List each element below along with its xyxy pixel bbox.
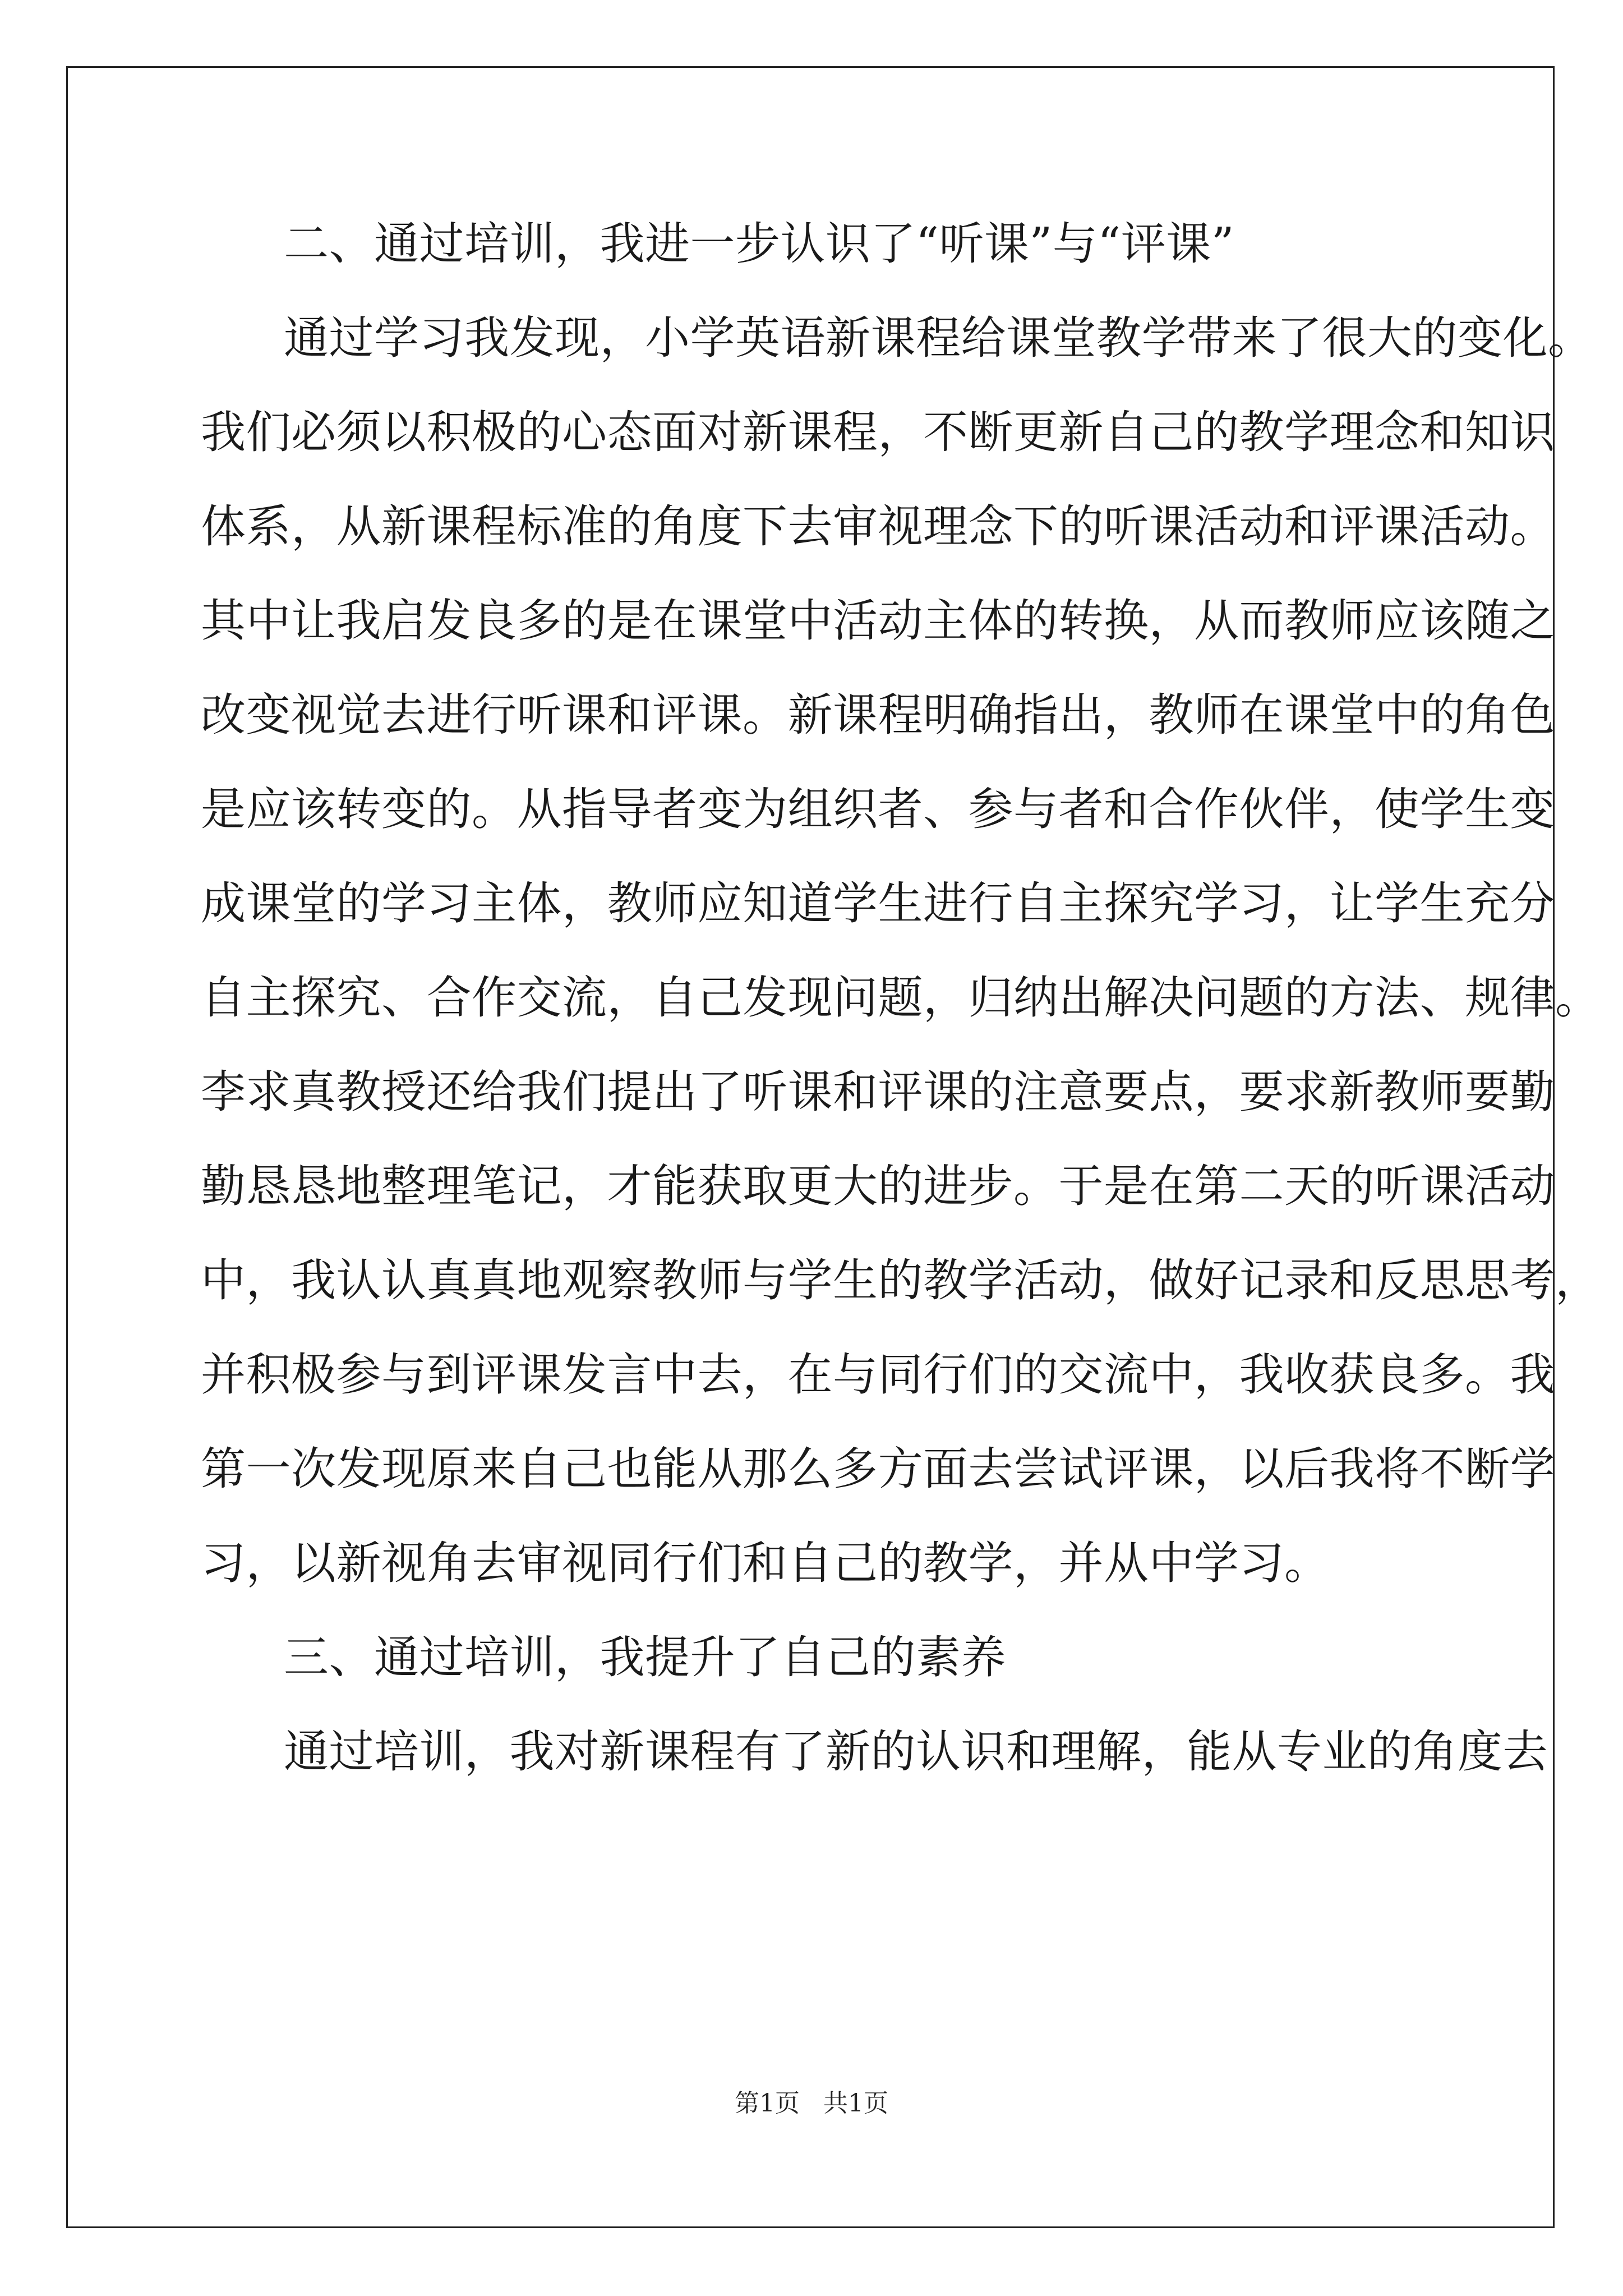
page-footer [0,2091,1623,2116]
paragraph-line: 勤恳恳地整理笔记，才能获取更大的进步。于是在第二天的听课活动 [201,1160,1555,1212]
paragraph-line: 是应该转变的。从指导者变为组织者、参与者和合作伙伴，使学生变 [201,783,1555,835]
paragraph-line: 并积极参与到评课发言中去，在与同行们的交流中，我收获良多。我 [201,1349,1555,1401]
paragraph-line: 其中让我启发良多的是在课堂中活动主体的转换，从而教师应该随之 [201,595,1555,647]
paragraph-line: 中，我认认真真地观察教师与学生的教学活动，做好记录和反思思考， [201,1254,1601,1306]
paragraph-line: 通过培训，我对新课程有了新的认识和理解，能从专业的角度去 [284,1726,1548,1778]
paragraph-line: 成课堂的学习主体，教师应知道学生进行自主探究学习，让学生充分 [201,877,1555,930]
document-body [201,218,1601,1824]
paragraph-line: 第一次发现原来自己也能从那么多方面去尝试评课，以后我将不断学 [201,1443,1555,1495]
paragraph-line: 通过学习我发现，小学英语新课程给课堂教学带来了很大的变化。 [284,312,1593,364]
page-total: 共1页 [823,2089,888,2118]
paragraph-line: 习，以新视角去审视同行们和自己的教学，并从中学习。 [201,1537,1330,1589]
page-number: 第1页 [735,2089,800,2118]
paragraph-line: 自主探究、合作交流，自己发现问题，归纳出解决问题的方法、规律。 [201,972,1601,1024]
paragraph-line: 李求真教授还给我们提出了听课和评课的注意要点，要求新教师要勤 [201,1066,1555,1118]
section-heading-2: 二、通过培训，我进一步认识了“听课”与“评课” [284,218,1235,270]
paragraph-line: 改变视觉去进行听课和评课。新课程明确指出，教师在课堂中的角色 [201,689,1555,741]
section-heading-3: 三、通过培训，我提升了自己的素养 [284,1631,1006,1683]
paragraph-line: 体系，从新课程标准的角度下去审视理念下的听课活动和评课活动。 [201,500,1555,553]
paragraph-line: 我们必须以积极的心态面对新课程，不断更新自己的教学理念和知识 [201,406,1555,458]
